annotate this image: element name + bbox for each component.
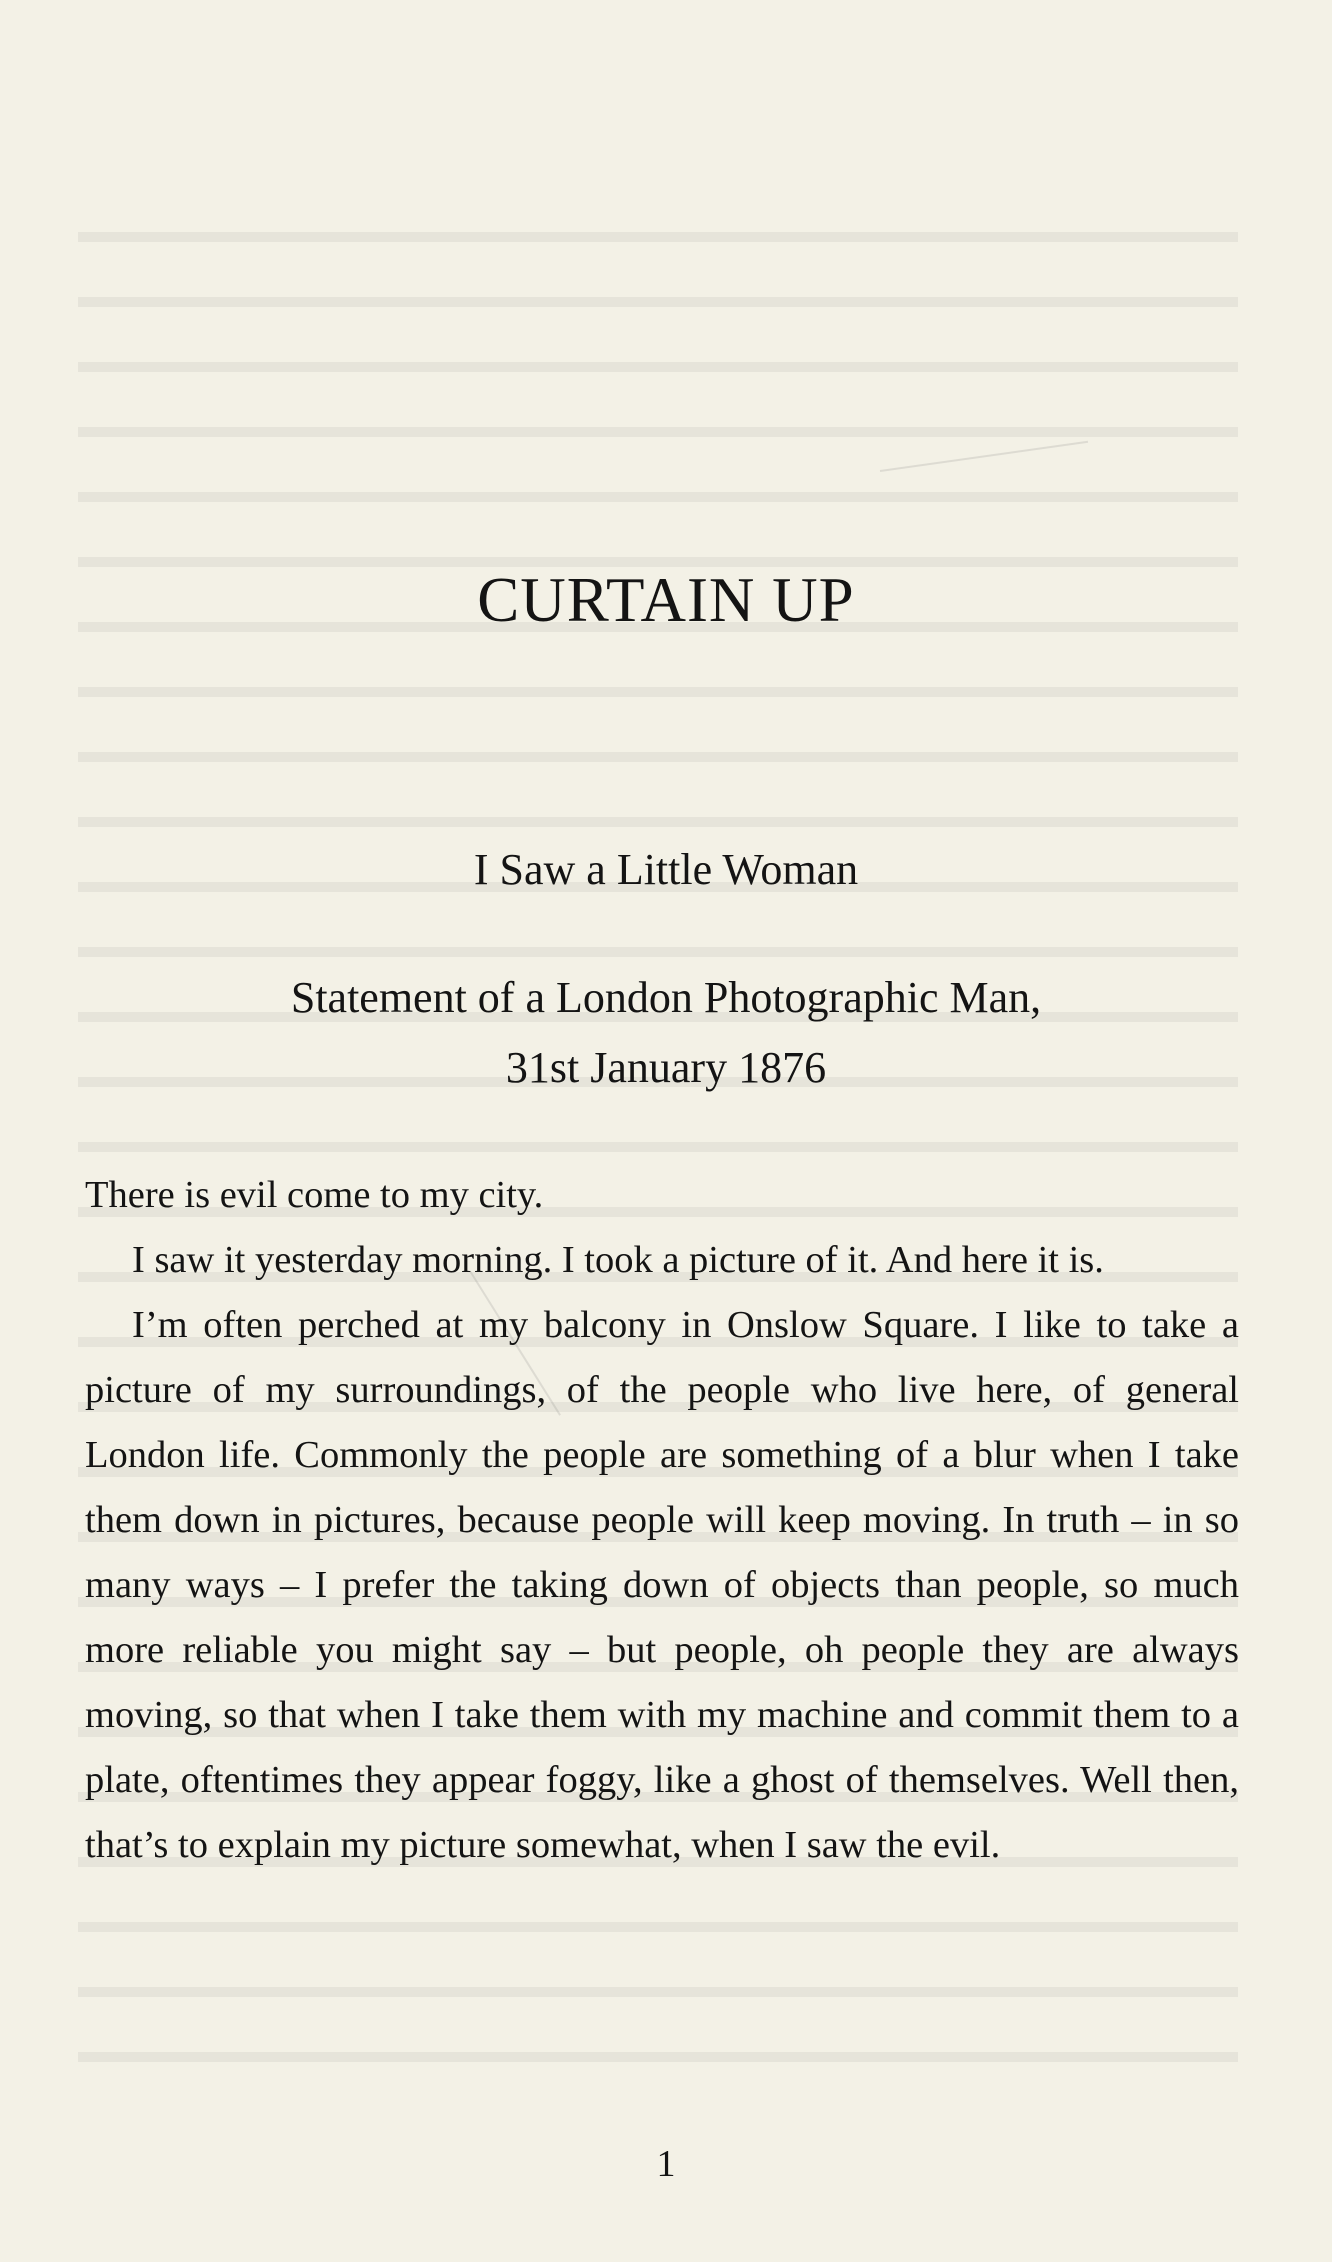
paragraph: I saw it yesterday morning. I took a picture of it. And here it is. — [132, 1239, 1104, 1281]
statement-heading-line-2: 31st January 1876 — [505, 1043, 827, 1092]
chapter-title: CURTAIN UP — [477, 565, 855, 635]
paper-crease — [880, 441, 1088, 472]
page-number: 1 — [656, 2143, 676, 2185]
paragraph: There is evil come to my city. — [85, 1174, 544, 1216]
paragraph: I’m often perched at my balcony in Onslow Square. I like to take a picture of my surroundings, of the people who live here, of general London life. Commonly the people are something of a blur when I take them down in pictures, because people will keep moving. In truth – in so many ways – I prefer the taking down of objects than people, so much more reliable you might say – but people, oh people they are always moving, so that when I take them with my machine and commit them to a plate, oftentimes they appear foggy, like a ghost of themselves. Well then, that’s to explain my picture somewhat, when I saw the evil. — [85, 1304, 1239, 1866]
body-text — [85, 1163, 1239, 1878]
section-subtitle: I Saw a Little Woman — [473, 845, 859, 894]
statement-heading-line-1: Statement of a London Photographic Man, — [290, 973, 1042, 1022]
